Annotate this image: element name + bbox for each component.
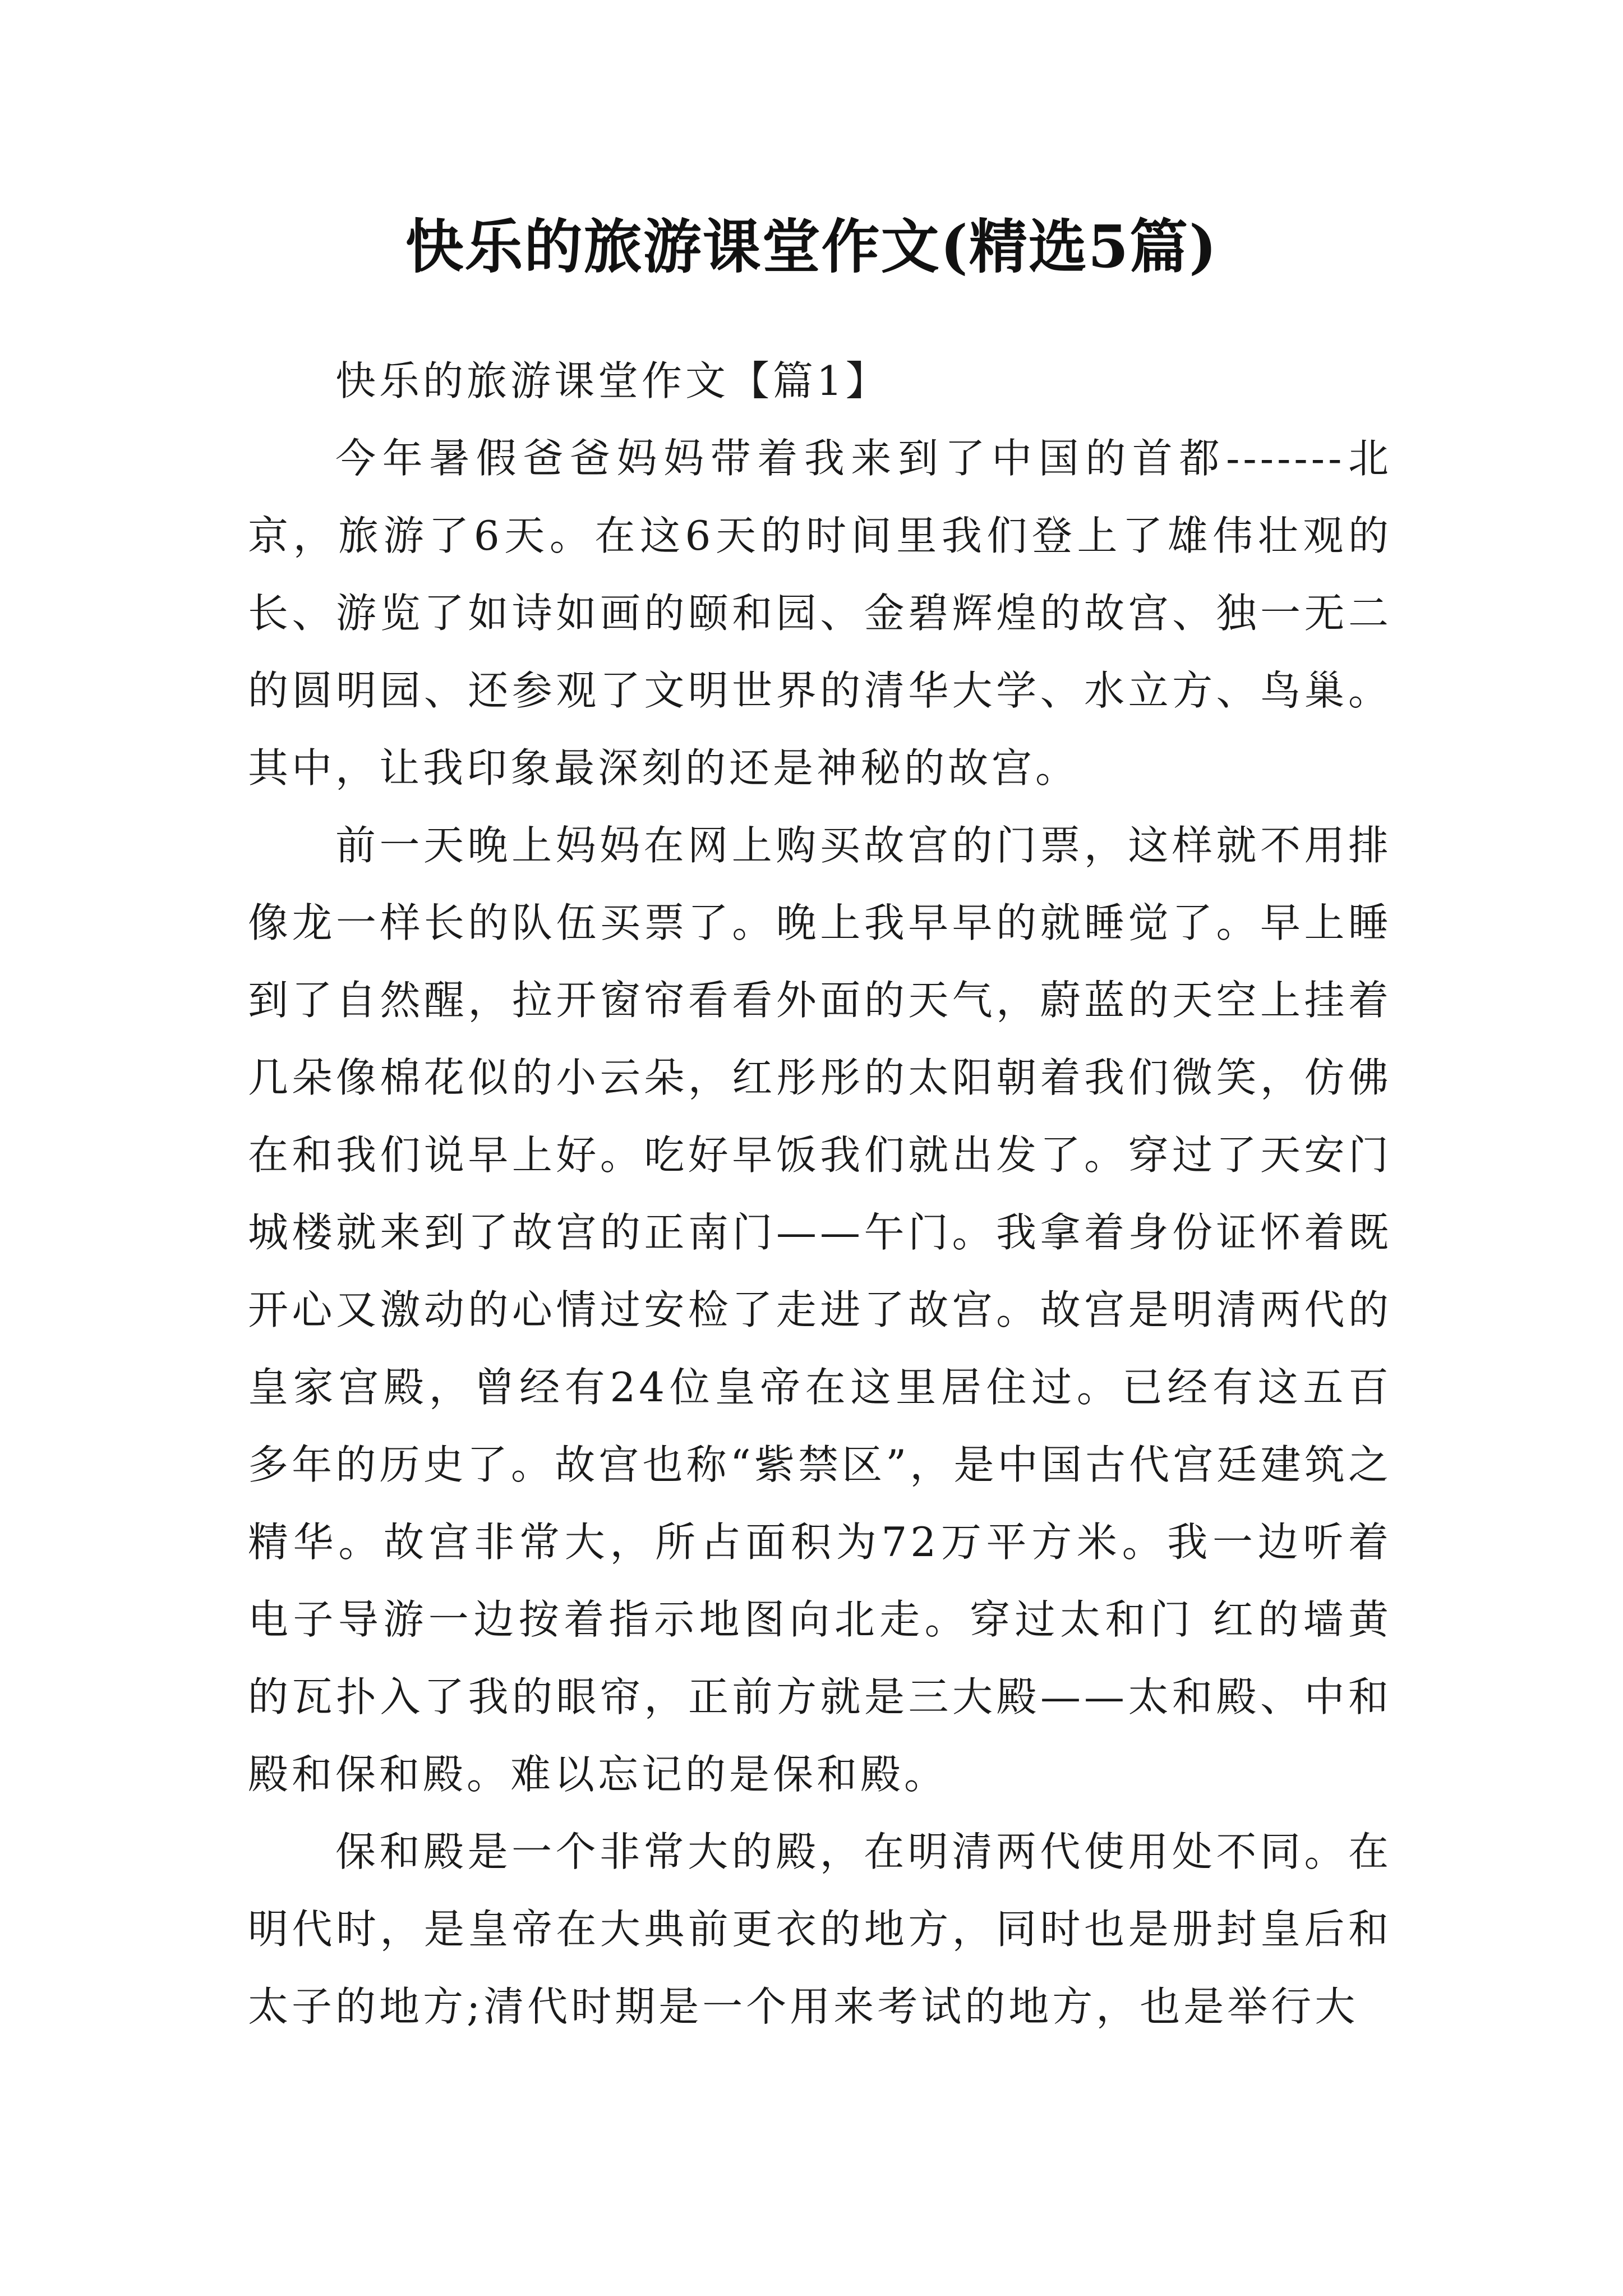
paragraph: 今年暑假爸爸妈妈带着我来到了中国的首都-------北京，旅游了6天。在这6天的时间里我们登上了雄伟壮观的长、游览了如诗如画的颐和园、金碧辉煌的故宫、独一无二的圆明园、还参观了文明世界的清华大学、水立方、鸟巢。其中，让我印象最深刻的还是神秘的故宫。 <box>248 435 1392 792</box>
section-heading: 快乐的旅游课堂作文【篇1】 <box>335 357 889 404</box>
document-body <box>248 342 1392 2045</box>
paragraph: 保和殿是一个非常大的殿，在明清两代使用处不同。在明代时，是皇帝在大典前更衣的地方，同时也是册封皇后和太子的地方;清代时期是一个用来考试的地方，也是举行大 <box>248 1828 1392 2030</box>
document-title: 快乐的旅游课堂作文(精选5篇) <box>405 212 1218 281</box>
paragraph: 前一天晚上妈妈在网上购买故宫的门票，这样就不用排像龙一样长的队伍买票了。晚上我早早的就睡觉了。早上睡到了自然醒，拉开窗帘看看外面的天气，蔚蓝的天空上挂着几朵像棉花似的小云朵，红彤彤的太阳朝着我们微笑，仿佛在和我们说早上好。吃好早饭我们就出发了。穿过了天安门城楼就来到了故宫的正南门——午门。我拿着身份证怀着既开心又激动的心情过安检了走进了故宫。故宫是明清两代的皇家宫殿，曾经有24位皇帝在这里居住过。已经有这五百多年的历史了。故宫也称“紫禁区”，是中国古代宫廷建筑之精华。故宫非常大，所占面积为72万平方米。我一边听着电子导游一边按着指示地图向北走。穿过太和门 红的墙黄的瓦扑入了我的眼帘，正前方就是三大殿——太和殿、中和殿和保和殿。难以忘记的是保和殿。 <box>248 822 1392 1798</box>
